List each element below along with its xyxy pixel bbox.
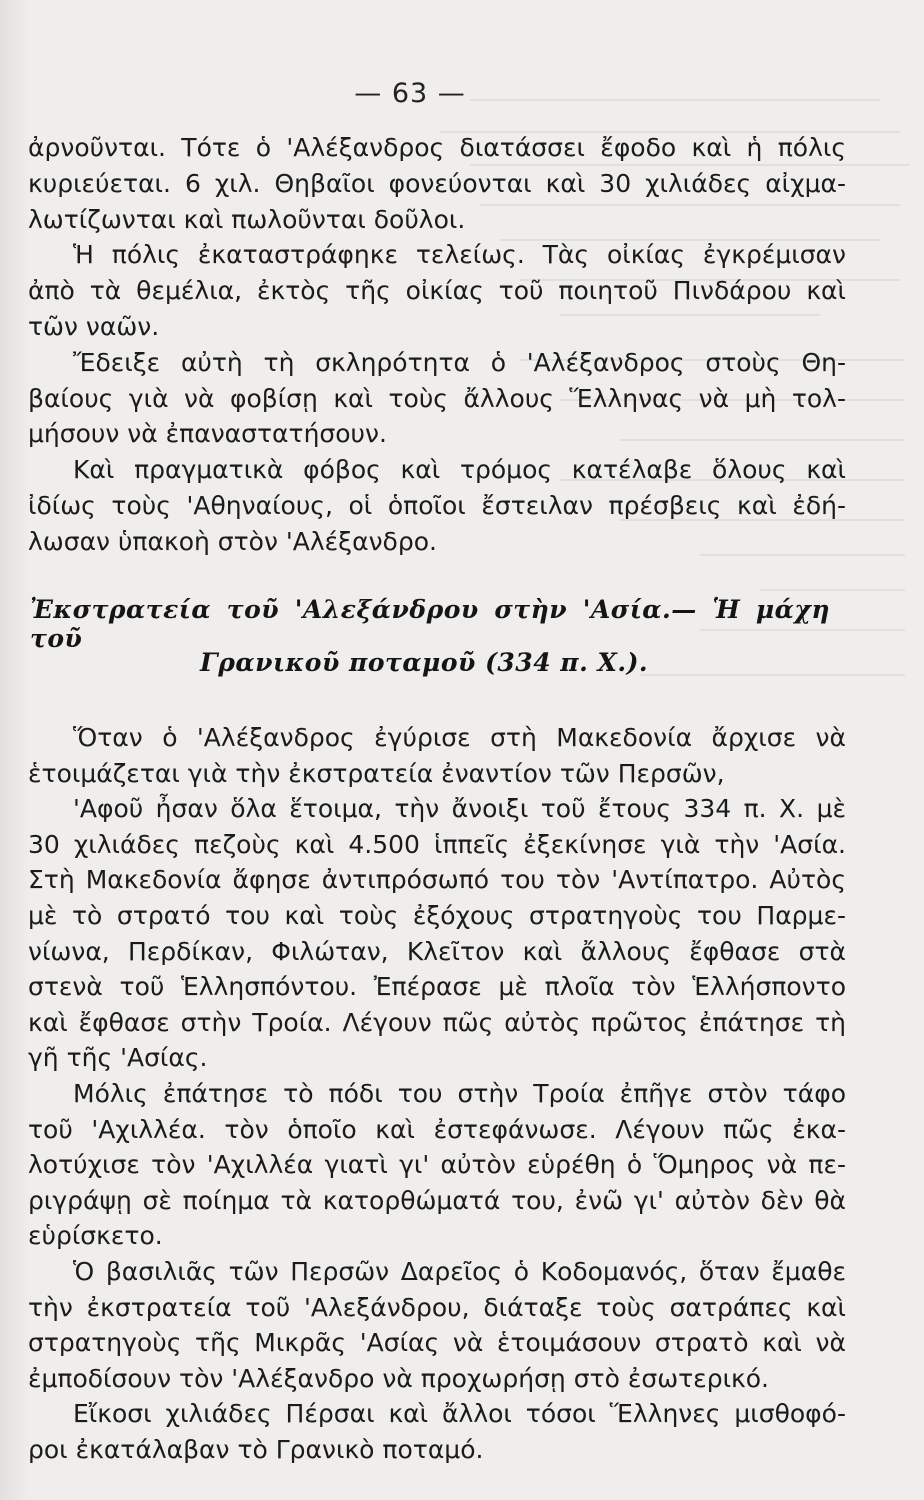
text-line: μὲ τὸ στρατό του καὶ τοὺς ἐξόχους στρατηγοὺς του Παρμε- — [28, 900, 846, 930]
text-line: ἰδίως τοὺς 'Αθηναίους, οἱ ὁποῖοι ἔστειλαν πρέσβεις καὶ ἐδή- — [28, 490, 846, 520]
text-line: ριγράψῃ σὲ ποίημα τὰ κατορθώματά του, ἐνῶ γι' αὐτὸν δὲν θὰ — [28, 1185, 846, 1215]
text-line: τῶν ναῶν. — [28, 311, 160, 341]
text-line: ἑτοιμάζεται γιὰ τὴν ἐκστρατεία ἐναντίον τῶν Περσῶν, — [28, 758, 725, 788]
text-line: λοτύχισε τὸν 'Αχιλλέα γιατὶ γι' αὐτὸν εὑρέθη ὁ Ὅμηρος νὰ πε- — [28, 1150, 846, 1180]
text-line: Καὶ πραγματικὰ φόβος καὶ τρόμος κατέλαβε ὅλους καὶ — [73, 455, 846, 485]
text-line: 'Αφοῦ ἦσαν ὅλα ἕτοιμα, τὴν ἄνοιξι τοῦ ἔτους 334 π. Χ. μὲ — [73, 794, 846, 824]
text-line: στρατηγοὺς τῆς Μικρᾶς 'Ασίας νὰ ἑτοιμάσουν στρατὸ καὶ νὰ — [28, 1328, 846, 1358]
text-line: νίωνα, Περδίκαν, Φιλώταν, Κλεῖτον καὶ ἄλλους ἔφθασε στὰ — [28, 936, 846, 966]
text-line: 30 χιλιάδες πεζοὺς καὶ 4.500 ἱππεῖς ἐξεκίνησε γιὰ τὴν 'Ασία. — [28, 829, 846, 859]
text-line: βαίους γιὰ νὰ φοβίσῃ καὶ τοὺς ἄλλους Ἕλληνας νὰ μὴ τολ- — [28, 383, 846, 413]
text-line: ἀρνοῦνται. Τότε ὁ 'Αλέξανδρος διατάσσει ἔφοδο καὶ ἡ πόλις — [28, 133, 846, 162]
text-line: Εἴκοσι χιλιάδες Πέρσαι καὶ ἄλλοι τόσοι Ἕλληνες μισθοφό- — [73, 1399, 846, 1429]
text-line: Ἔδειξε αὐτὴ τὴ σκληρότητα ὁ 'Αλέξανδρος στοὺς Θη- — [73, 347, 846, 377]
text-line: λωτίζωνται καὶ πωλοῦνται δοῦλοι. — [28, 204, 466, 234]
section-heading-line-1: Ἐκστρατεία τοῦ 'Αλεξάνδρου στὴν 'Ασία.— Ἡ μάχη τοῦ — [30, 595, 830, 653]
text-line: ροι ἐκατάλαβαν τὸ Γρανικὸ ποταμό. — [28, 1434, 484, 1464]
text-line: καὶ ἔφθασε στὴν Τροία. Λέγουν πῶς αὐτὸς πρῶτος ἐπάτησε τὴ — [28, 1007, 846, 1037]
text-line: μήσουν νὰ ἐπαναστατήσουν. — [28, 419, 387, 449]
text-line: Ὁ βασιλιᾶς τῶν Περσῶν Δαρεῖος ὁ Κοδομανός, ὅταν ἔμαθε — [73, 1256, 846, 1286]
text-line: Ὅταν ὁ 'Αλέξανδρος ἐγύρισε στὴ Μακεδονία ἄρχισε νὰ — [73, 723, 846, 752]
text-line: τὴν ἐκστρατεία τοῦ 'Αλεξάνδρου, διάταξε τοὺς σατράπες καὶ — [28, 1292, 846, 1322]
text-line: γῆ τῆς 'Ασίας. — [28, 1043, 208, 1073]
text-line: στενὰ τοῦ Ἑλλησπόντου. Ἐπέρασε μὲ πλοῖα τὸν Ἑλλήσποντο — [28, 972, 846, 1002]
text-line: κυριεύεται. 6 χιλ. Θηβαῖοι φονεύονται καὶ 30 χιλιάδες αἰχμα- — [28, 168, 846, 198]
text-line: Ἡ πόλις ἐκαταστράφηκε τελείως. Τὰς οἰκίας ἐγκρέμισαν — [73, 240, 846, 270]
section-heading-line-2: Γρανικοῦ ποταμοῦ (334 π. Χ.). — [200, 648, 649, 677]
text-line: ἐμποδίσουν τὸν 'Αλέξανδρο νὰ προχωρήσῃ στὸ ἐσωτερικό. — [28, 1363, 770, 1393]
page-number: — 63 — — [354, 78, 466, 109]
text-block-2 — [28, 720, 846, 1467]
text-line: τοῦ 'Αχιλλέα. τὸν ὁποῖο καὶ ἐστεφάνωσε. Λέγουν πῶς ἐκα- — [28, 1114, 846, 1144]
text-line: Μόλις ἐπάτησε τὸ πόδι του στὴν Τροία ἐπῆγε στὸν τάφο — [73, 1078, 846, 1108]
text-line: Στὴ Μακεδονία ἄφησε ἀντιπρόσωπό του τὸν 'Αντίπατρο. Αὐτὸς — [28, 865, 846, 895]
text-line: λωσαν ὑπακοὴ στὸν 'Αλέξανδρο. — [28, 526, 437, 556]
text-line: εὑρίσκετο. — [28, 1221, 163, 1251]
text-block-1 — [28, 130, 846, 560]
text-line: ἀπὸ τὰ θεμέλια, ἐκτὸς τῆς οἰκίας τοῦ ποιητοῦ Πινδάρου καὶ — [28, 276, 846, 306]
